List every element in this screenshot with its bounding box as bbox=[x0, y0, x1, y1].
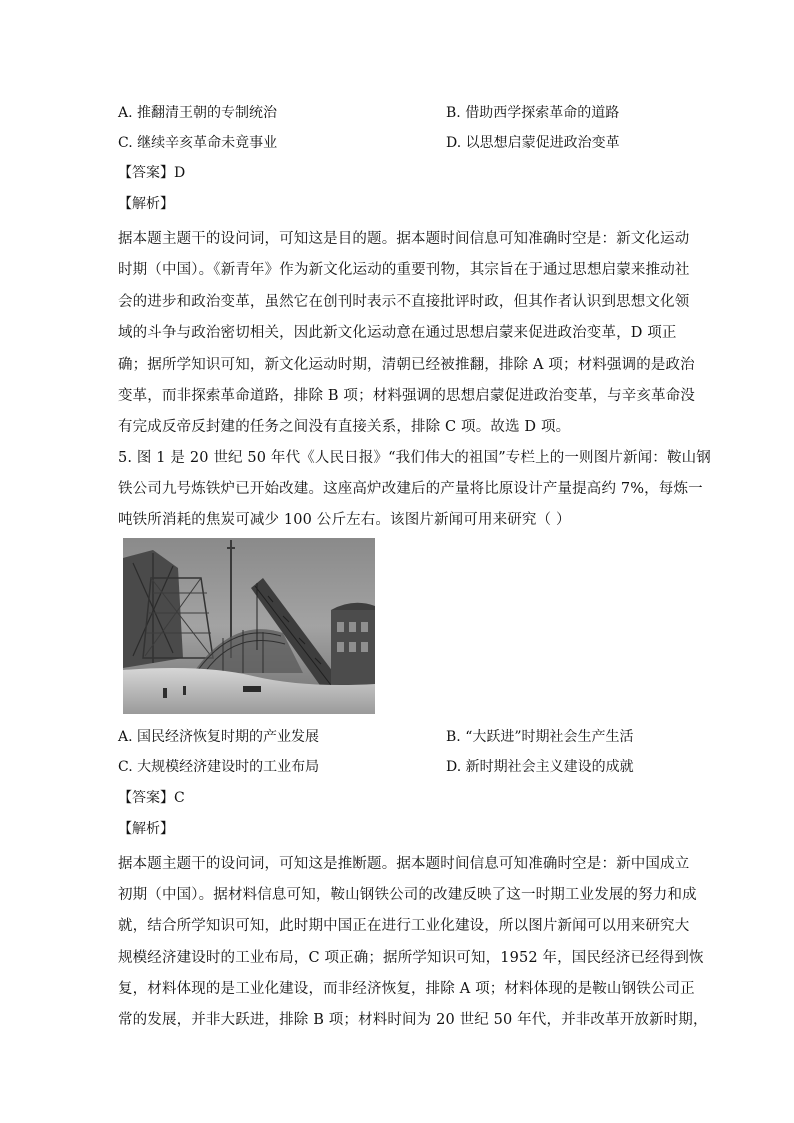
q5-stem-line: 吨铁所消耗的焦炭可减少 100 公斤左右。该图片新闻可用来研究（ ） bbox=[118, 512, 571, 528]
q4-analysis-label: 【解析】 bbox=[118, 196, 174, 212]
q5-option-b: B. “大跃进”时期社会生产生活 bbox=[446, 729, 634, 745]
q5-option-c: C. 大规模经济建设时的工业布局 bbox=[118, 759, 320, 775]
q4-option-d: D. 以思想启蒙促进政治变革 bbox=[446, 135, 620, 151]
q5-analysis-line: 初期（中国）。据材料信息可知，鞍山钢铁公司的改建反映了这一时期工业发展的努力和成 bbox=[118, 887, 697, 903]
q5-answer: 【答案】C bbox=[118, 790, 185, 806]
q5-analysis-line: 复，材料体现的是工业化建设，而非经济恢复，排除 A 项；材料体现的是鞍山钢铁公司正 bbox=[118, 981, 695, 997]
blast-furnace-photo bbox=[123, 538, 375, 714]
q4-option-c: C. 继续辛亥革命未竟事业 bbox=[118, 135, 278, 151]
q5-analysis-line: 规模经济建设时的工业布局，C 项正确；据所学知识可知，1952 年，国民经济已经得到恢 bbox=[118, 950, 704, 966]
q5-analysis-line: 常的发展，并非大跃进，排除 B 项；材料时间为 20 世纪 50 年代，并非改革开放新时期， bbox=[118, 1012, 708, 1028]
q5-option-a: A. 国民经济恢复时期的产业发展 bbox=[118, 729, 320, 745]
q4-analysis-line: 会的进步和政治变革，虽然它在创刊时表示不直接批评时政，但其作者认识到思想文化领 bbox=[118, 294, 690, 310]
q5-analysis-line: 据本题主题干的设问词，可知这是推断题。据本题时间信息可知准确时空是：新中国成立 bbox=[118, 856, 690, 872]
q4-analysis-line: 时期（中国）。《新青年》作为新文化运动的重要刊物，其宗旨在于通过思想启蒙来推动社 bbox=[118, 262, 690, 278]
q5-analysis-line: 就，结合所学知识可知，此时期中国正在进行工业化建设，所以图片新闻可以用来研究大 bbox=[118, 918, 690, 934]
q4-analysis-line: 域的斗争与政治密切相关，因此新文化运动意在通过思想启蒙来促进政治变革，D 项正 bbox=[118, 325, 677, 341]
q4-analysis-line: 有完成反帝反封建的任务之间没有直接关系，排除 C 项。故选 D 项。 bbox=[118, 419, 571, 435]
q5-stem-line: 铁公司九号炼铁炉已开始改建。这座高炉改建后的产量将比原设计产量提高约 7%，每炼一 bbox=[118, 481, 703, 497]
q4-answer: 【答案】D bbox=[118, 165, 186, 181]
q5-analysis-label: 【解析】 bbox=[118, 821, 174, 837]
q4-analysis-line: 变革，而非探索革命道路，排除 B 项；材料强调的思想启蒙促进政治变革，与辛亥革命没 bbox=[118, 388, 696, 404]
q4-option-b: B. 借助西学探索革命的道路 bbox=[446, 105, 620, 121]
q4-analysis-line: 确；据所学知识可知，新文化运动时期，清朝已经被推翻，排除 A 项；材料强调的是政治 bbox=[118, 357, 695, 373]
q5-option-d: D. 新时期社会主义建设的成就 bbox=[446, 759, 634, 775]
q4-option-a: A. 推翻清王朝的专制统治 bbox=[118, 105, 278, 121]
blast-furnace-illustration bbox=[123, 538, 375, 714]
q4-analysis-line: 据本题主题干的设问词，可知这是目的题。据本题时间信息可知准确时空是：新文化运动 bbox=[118, 231, 690, 247]
q5-stem-line: 5. 图 1 是 20 世纪 50 年代《人民日报》“我们伟大的祖国”专栏上的一则图片新闻：鞍山钢 bbox=[118, 450, 711, 466]
